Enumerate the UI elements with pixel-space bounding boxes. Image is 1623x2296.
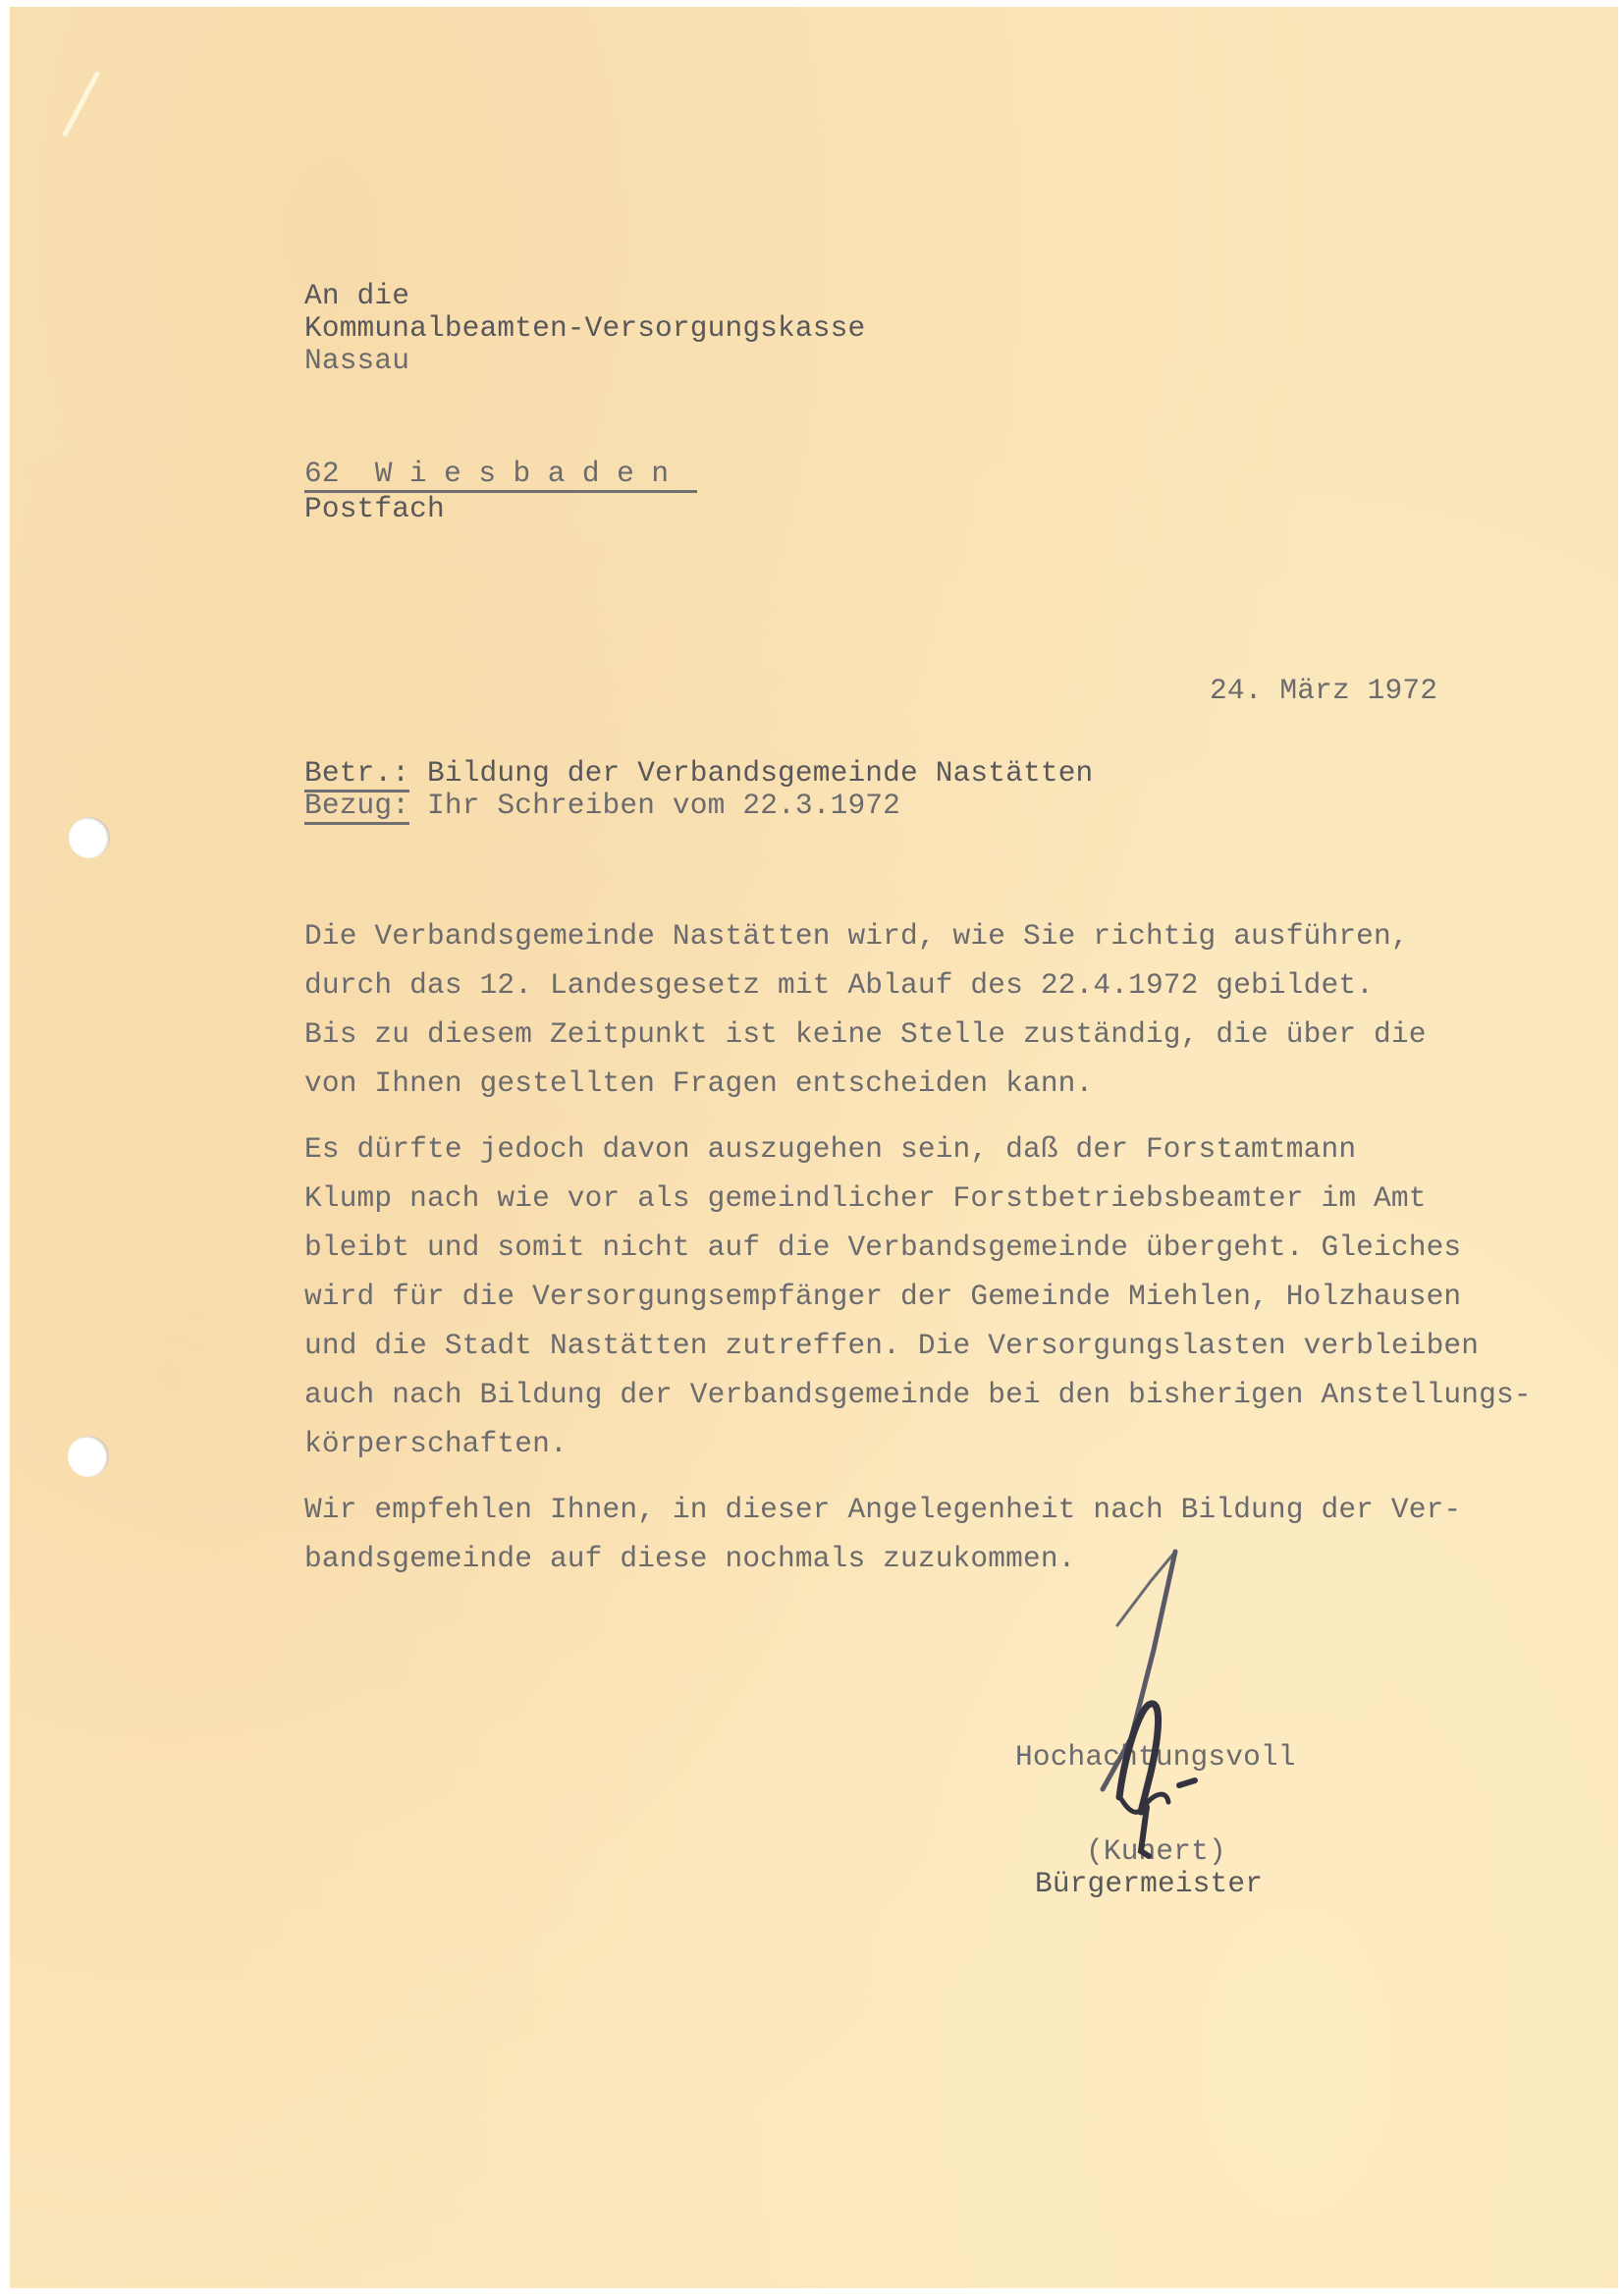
punch-hole-top <box>69 817 110 858</box>
signature-dash <box>1179 1780 1195 1785</box>
body-line: Klump nach wie vor als gemeindlicher Forstbetriebsbeamter im Amt <box>304 1181 1427 1215</box>
signatory-title: Bürgermeister <box>1035 1867 1264 1900</box>
body-line: durch das 12. Landesgesetz mit Ablauf des 22.4.1972 gebildet. <box>304 968 1375 1002</box>
recipient-line-1: An die <box>304 279 410 312</box>
paper-scratch-mark <box>62 71 100 137</box>
city-name: Wiesbaden <box>374 457 686 490</box>
body-line: von Ihnen gestellten Fragen entscheiden kann. <box>304 1066 1094 1100</box>
body-line: bleibt und somit nicht auf die Verbandsgemeinde übergeht. Gleiches <box>304 1230 1462 1264</box>
signature-stroke-main <box>1103 1552 1175 1789</box>
punch-hole-bottom <box>68 1436 109 1477</box>
closing-salutation: Hochachtungsvoll <box>1015 1740 1296 1774</box>
body-line: wird für die Versorgungsempfänger der Gemeinde Miehlen, Holzhausen <box>304 1280 1462 1313</box>
body-line: Es dürfte jedoch davon auszugehen sein, daß der Forstamtmann <box>304 1132 1357 1166</box>
body-line: auch nach Bildung der Verbandsgemeinde bei den bisherigen Anstellungs- <box>304 1378 1532 1411</box>
body-line: Die Verbandsgemeinde Nastätten wird, wie Sie richtig ausführen, <box>304 919 1409 953</box>
postal-code: 62 <box>304 457 340 490</box>
subject-line <box>304 756 1093 790</box>
recipient-line-2: Kommunalbeamten-Versorgungskasse <box>304 311 866 345</box>
bezug-text: Ihr Schreiben vom 22.3.1972 <box>426 789 901 822</box>
betr-label: Betr.: <box>304 756 409 793</box>
signatory-name: (Kunert) <box>1086 1834 1226 1868</box>
body-line: körperschaften. <box>304 1427 568 1460</box>
recipient-line-3: Nassau <box>304 344 410 377</box>
recipient-city <box>304 457 697 493</box>
betr-text: Bildung der Verbandsgemeinde Nastätten <box>426 756 1094 790</box>
handwritten-signature <box>1060 1532 1257 1876</box>
body-line: Bis zu diesem Zeitpunkt ist keine Stelle zuständig, die über die <box>304 1017 1427 1051</box>
reference-line <box>304 789 900 822</box>
letter-date: 24. März 1972 <box>1210 674 1438 707</box>
body-line: und die Stadt Nastätten zutreffen. Die Versorgungslasten verbleiben <box>304 1329 1480 1362</box>
recipient-postbox: Postfach <box>304 492 445 525</box>
body-line: Wir empfehlen Ihnen, in dieser Angelegenheit nach Bildung der Ver- <box>304 1493 1462 1526</box>
body-line: bandsgemeinde auf diese nochmals zuzukommen. <box>304 1542 1076 1575</box>
bezug-label: Bezug: <box>304 789 409 825</box>
